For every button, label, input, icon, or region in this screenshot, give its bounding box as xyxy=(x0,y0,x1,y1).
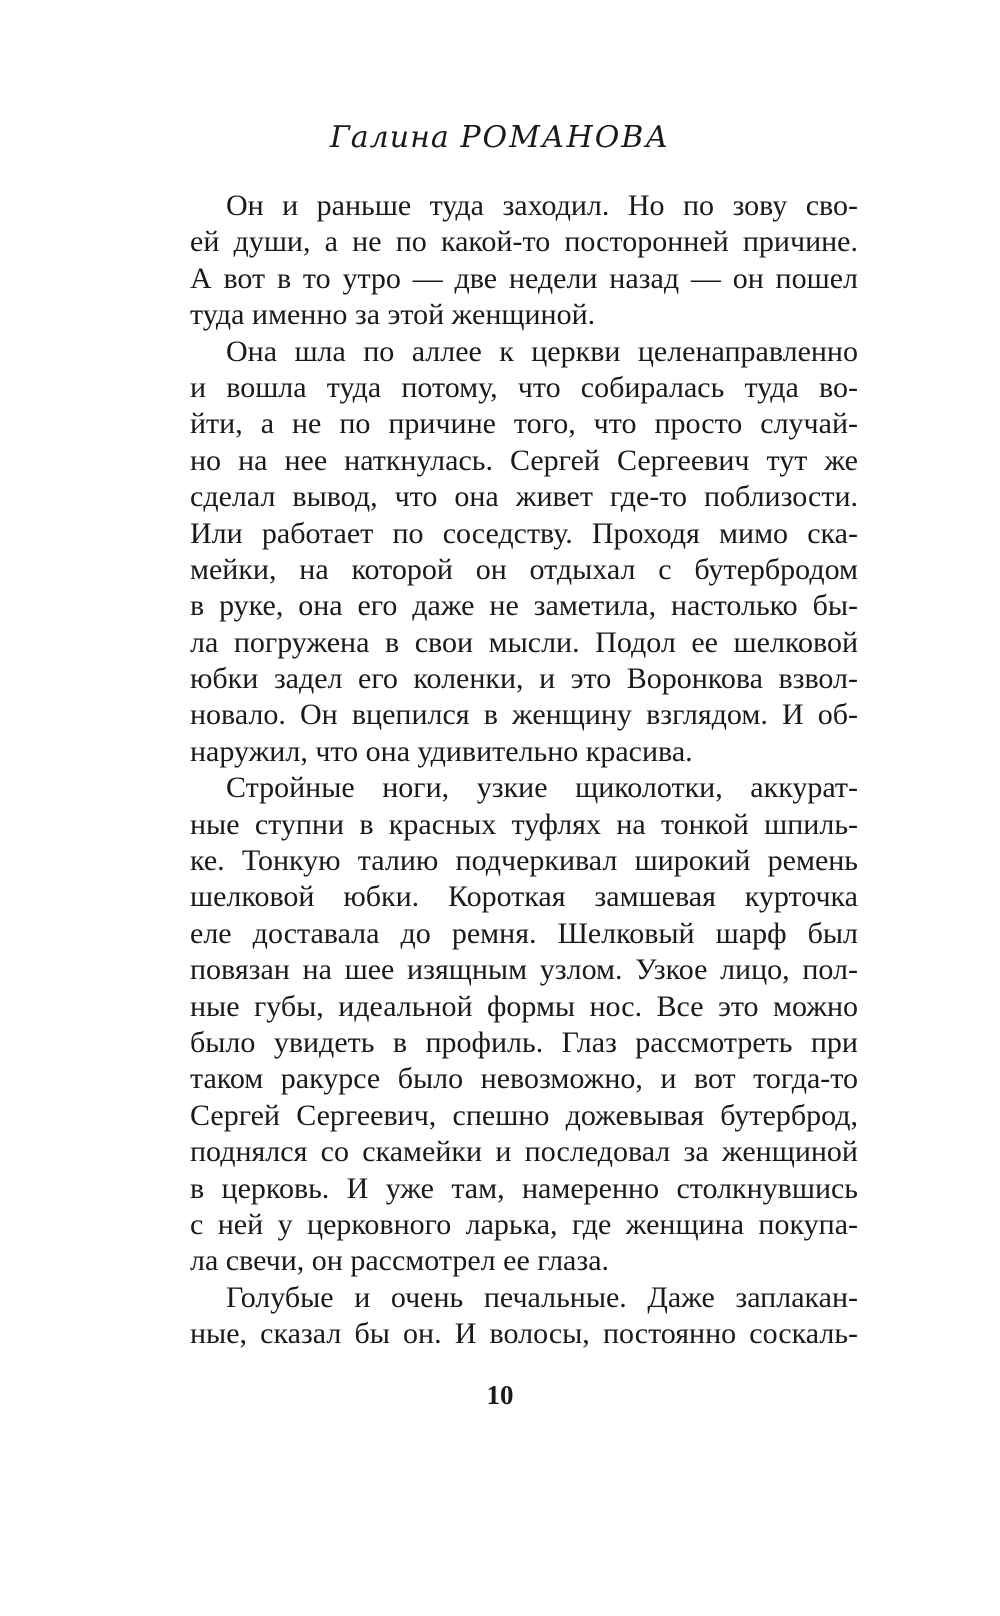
text-line: сделал вывод, что она живет где-то поблизости. xyxy=(190,480,858,514)
text-line: в руке, она его даже не заметила, настолько бы- xyxy=(190,589,858,623)
text-line: новало. Он вцепился в женщину взглядом. И об- xyxy=(190,698,858,732)
text-line: но на нее наткнулась. Сергей Сергеевич тут же xyxy=(190,443,858,477)
text-line: еле доставала до ремня. Шелковый шарф был xyxy=(190,916,858,950)
text-line: мейки, на которой он отдыхал с бутербродом xyxy=(190,552,858,586)
text-line: ные, сказал бы он. И волосы, постоянно соскаль- xyxy=(190,1317,858,1351)
paragraph-4 xyxy=(190,1280,858,1353)
paragraph-2 xyxy=(190,334,858,771)
text-line: наружил, что она удивительно красива. xyxy=(190,734,693,768)
text-line: повязан на шее изящным узлом. Узкое лицо, пол- xyxy=(190,953,858,987)
text-line: туда именно за этой женщиной. xyxy=(190,298,596,332)
text-line: юбки задел его коленки, и это Воронкова взвол- xyxy=(190,662,858,696)
paragraph-3 xyxy=(190,770,858,1279)
paragraph-1 xyxy=(190,188,858,334)
text-line: таком ракурсе было невозможно, и вот тогда-то xyxy=(190,1062,858,1096)
text-line: ла погружена в свои мысли. Подол ее шелковой xyxy=(190,625,858,659)
text-line: Сергей Сергеевич, спешно дожевывая бутерброд, xyxy=(190,1098,858,1132)
text-line: ке. Тонкую талию подчеркивал широкий ремень xyxy=(190,844,858,878)
text-line: Стройные ноги, узкие щиколотки, аккурат- xyxy=(226,771,858,805)
text-line: йти, а не по причине того, что просто случай- xyxy=(190,407,858,441)
author-last-name: РОМАНОВА xyxy=(460,120,671,155)
text-line: и вошла туда потому, что собиралась туда во- xyxy=(190,370,858,404)
text-line: ей души, а не по какой-то посторонней причине. xyxy=(190,225,858,259)
text-line: с ней у церковного ларька, где женщина покупа- xyxy=(190,1207,858,1241)
text-line: Она шла по аллее к церкви целенаправленно xyxy=(226,334,858,368)
text-line: Он и раньше туда заходил. Но по зову сво- xyxy=(226,189,858,222)
text-line: ные ступни в красных туфлях на тонкой шпиль- xyxy=(190,807,858,841)
text-line: поднялся со скамейки и последовал за женщиной xyxy=(190,1135,858,1169)
running-header xyxy=(0,120,1000,155)
author-first-name: Галина xyxy=(329,120,450,155)
text-line: шелковой юбки. Короткая замшевая курточка xyxy=(190,880,858,914)
text-line: в церковь. И уже там, намеренно столкнувшись xyxy=(190,1171,858,1205)
text-line: Голубые и очень печальные. Даже заплакан- xyxy=(226,1280,858,1314)
text-line: Или работает по соседству. Проходя мимо ска- xyxy=(190,516,858,550)
text-line: ла свечи, он рассмотрел ее глаза. xyxy=(190,1244,610,1278)
text-line: было увидеть в профиль. Глаз рассмотреть при xyxy=(190,1025,858,1059)
page-number: 10 xyxy=(486,1380,514,1410)
text-line: А вот в то утро — две недели назад — он пошел xyxy=(190,261,858,295)
body-text xyxy=(190,188,858,1353)
text-line: ные губы, идеальной формы нос. Все это можно xyxy=(190,989,858,1023)
